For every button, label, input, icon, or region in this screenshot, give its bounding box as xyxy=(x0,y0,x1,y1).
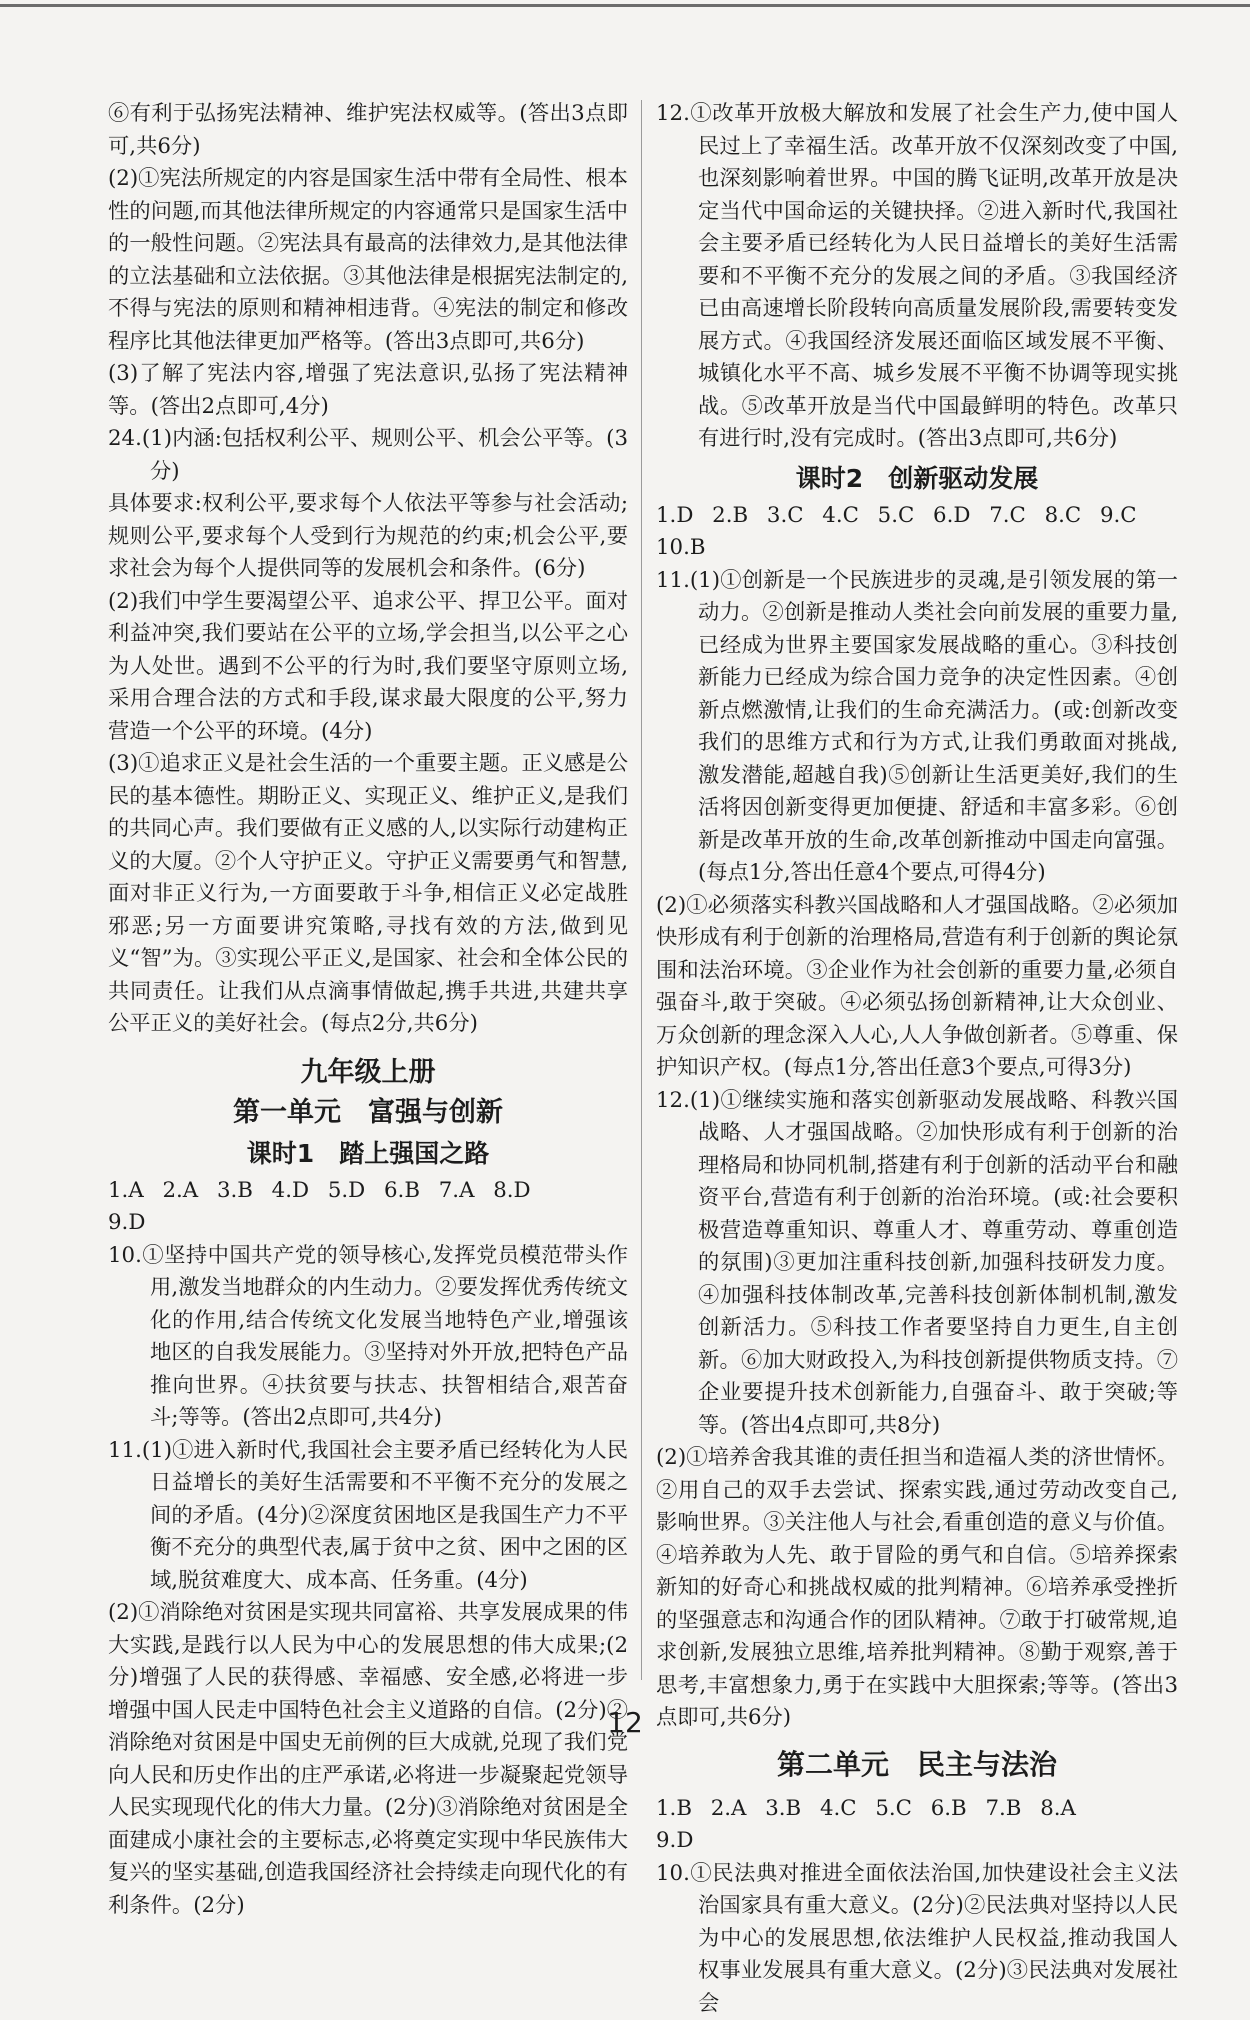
question-answer: 12.①改革开放极大解放和发展了社会生产力,使中国人民过上了幸福生活。改革开放不仅深刻改变了中国,也深刻影响着世界。中国的腾飞证明,改革开放是决定当代中国命运的关键抉择。②进入新时代,我国社会主要矛盾已经转化为人民日益增长的美好生活需要和不平衡不充分的发展之间的矛盾。③我国经济已由高速增长阶段转向高质量发展阶段,需要转变发展方式。④我国经济发展还面临区域发展不平衡、城镇化水平不高、城乡发展不平衡不协调等现实挑战。⑤改革开放是当代中国最鲜明的特色。改革只有进行时,没有完成时。(答出3点即可,共6分) xyxy=(656,98,1178,456)
column-divider xyxy=(641,100,642,1680)
lesson-heading: 课时1 踏上强国之路 xyxy=(108,1137,628,1171)
answer-paragraph: ⑥有利于弘扬宪法精神、维护宪法权威等。(答出3点即可,共6分) xyxy=(108,98,628,163)
lesson-heading: 课时2 创新驱动发展 xyxy=(656,462,1178,496)
multiple-choice-answers: 9.D xyxy=(108,1207,628,1240)
left-column xyxy=(108,98,628,1922)
multiple-choice-answers: 1.D 2.B 3.C 4.C 5.C 6.D 7.C 8.C 9.C xyxy=(656,500,1178,533)
question-answer: 11.(1)①创新是一个民族进步的灵魂,是引领发展的第一动力。②创新是推动人类社会向前发展的重要力量,已经成为世界主要国家发展战略的重心。③科技创新能力已经成为综合国力竞争的决定性因素。④创新点燃激情,让我们的生命充满活力。(或:创新改变我们的思维方式和行为方式,让我们勇敢面对挑战,激发潜能,超越自我)⑤创新让生活更美好,我们的生活将因创新变得更加便捷、舒适和丰富多彩。⑥创新是改革开放的生命,改革创新推动中国走向富强。(每点1分,答出任意4个要点,可得4分) xyxy=(656,565,1178,890)
multiple-choice-answers: 1.A 2.A 3.B 4.D 5.D 6.B 7.A 8.D xyxy=(108,1175,628,1208)
question-answer: 11.(1)①进入新时代,我国社会主要矛盾已经转化为人民日益增长的美好生活需要和不平衡不充分的发展之间的矛盾。(4分)②深度贫困地区是我国生产力不平衡不充分的典型代表,属于贫中之贫、困中之困的区域,脱贫难度大、成本高、任务重。(4分) xyxy=(108,1435,628,1598)
question-answer: 10.①民法典对推进全面依法治国,加快建设社会主义法治国家具有重大意义。(2分)②民法典对坚持以人民为中心的发展思想,依法维护人民权益,推动我国人权事业发展具有重大意义。(2分)③民法典对发展社会 xyxy=(656,1858,1178,2020)
answer-paragraph: (3)了解了宪法内容,增强了宪法意识,弘扬了宪法精神等。(答出2点即可,4分) xyxy=(108,358,628,423)
multiple-choice-answers: 1.B 2.A 3.B 4.C 5.C 6.B 7.B 8.A xyxy=(656,1793,1178,1826)
question-answer: 10.①坚持中国共产党的领导核心,发挥党员模范带头作用,激发当地群众的内生动力。②要发挥优秀传统文化的作用,结合传统文化发展当地特色产业,增强该地区的自我发展能力。③坚持对外开放,把特色产品推向世界。④扶贫要与扶志、扶智相结合,艰苦奋斗;等等。(答出2点即可,共4分) xyxy=(108,1240,628,1435)
unit-heading: 第二单元 民主与法治 xyxy=(656,1745,1178,1785)
question-answer: 12.(1)①继续实施和落实创新驱动发展战略、科教兴国战略、人才强国战略。②加快形成有利于创新的治理格局和协同机制,搭建有利于创新的活动平台和融资平台,营造有利于创新的治治环境。(或:社会要积极营造尊重知识、尊重人才、尊重劳动、尊重创造的氛围)③更加注重科技创新,加强科技研发力度。④加强科技体制改革,完善科技创新体制机制,激发创新活力。⑤科技工作者要坚持自力更生,自主创新。⑥加大财政投入,为科技创新提供物质支持。⑦企业要提升技术创新能力,自强奋斗、敢于突破;等等。(答出4点即可,共8分) xyxy=(656,1085,1178,1443)
answer-paragraph: (3)①追求正义是社会生活的一个重要主题。正义感是公民的基本德性。期盼正义、实现正义、维护正义,是我们的共同心声。我们要做有正义感的人,以实际行动建构正义的大厦。②个人守护正义。守护正义需要勇气和智慧,面对非正义行为,一方面要敢于斗争,相信正义必定战胜邪恶;另一方面要讲究策略,寻找有效的方法,做到见义“智”为。③实现公平正义,是国家、社会和全体公民的共同责任。让我们从点滴事情做起,携手共进,共建共享公平正义的美好社会。(每点2分,共6分) xyxy=(108,748,628,1041)
grade-heading: 九年级上册 xyxy=(108,1055,628,1091)
answer-paragraph: (2)①必须落实科教兴国战略和人才强国战略。②必须加快形成有利于创新的治理格局,营造有利于创新的舆论氛围和法治环境。③企业作为社会创新的重要力量,必须自强奋斗,敢于突破。④必须弘扬创新精神,让大众创业、万众创新的理念深入人心,人人争做创新者。⑤尊重、保护知识产权。(每点1分,答出任意3个要点,可得3分) xyxy=(656,890,1178,1085)
answer-paragraph: (2)①消除绝对贫困是实现共同富裕、共享发展成果的伟大实践,是践行以人民为中心的发展思想的伟大成果;(2分)增强了人民的获得感、幸福感、安全感,必将进一步增强中国人民走中国特色社会主义道路的自信。(2分)②消除绝对贫困是中国史无前例的巨大成就,兑现了我们党向人民和历史作出的庄严承诺,必将进一步凝聚起党领导人民实现现代化的伟大力量。(2分)③消除绝对贫困是全面建成小康社会的主要标志,必将奠定实现中华民族伟大复兴的坚实基础,创造我国经济社会持续走向现代化的有利条件。(2分) xyxy=(108,1597,628,1922)
answer-paragraph: (2)①培养舍我其谁的责任担当和造福人类的济世情怀。②用自己的双手去尝试、探索实践,通过劳动改变自己,影响世界。③关注他人与社会,看重创造的意义与价值。④培养敢为人先、敢于冒险的勇气和自信。⑤培养探索新知的好奇心和挑战权威的批判精神。⑥培养承受挫折的坚强意志和沟通合作的团队精神。⑦敢于打破常规,追求创新,发展独立思维,培养批判精神。⑧勤于观察,善于思考,丰富想象力,勇于在实践中大胆探索;等等。(答出3点即可,共6分) xyxy=(656,1442,1178,1735)
multiple-choice-answers: 10.B xyxy=(656,532,1178,565)
top-border-line xyxy=(0,4,1250,7)
page-number: 12 xyxy=(0,1706,1250,1739)
answer-paragraph: (2)我们中学生要渴望公平、追求公平、捍卫公平。面对利益冲突,我们要站在公平的立场,学会担当,以公平之心为人处世。遇到不公平的行为时,我们要坚守原则立场,采用合理合法的方式和手段,谋求最大限度的公平,努力营造一个公平的环境。(4分) xyxy=(108,586,628,749)
answer-paragraph: (2)①宪法所规定的内容是国家生活中带有全局性、根本性的问题,而其他法律所规定的内容通常只是国家生活中的一般性问题。②宪法具有最高的法律效力,是其他法律的立法基础和立法依据。③其他法律是根据宪法制定的,不得与宪法的原则和精神相违背。④宪法的制定和修改程序比其他法律更加严格等。(答出3点即可,共6分) xyxy=(108,163,628,358)
question-answer: 24.(1)内涵:包括权利公平、规则公平、机会公平等。(3分) xyxy=(108,423,628,488)
answer-paragraph: 具体要求:权利公平,要求每个人依法平等参与社会活动;规则公平,要求每个人受到行为规范的约束;机会公平,要求社会为每个人提供同等的发展机会和条件。(6分) xyxy=(108,488,628,586)
multiple-choice-answers: 9.D xyxy=(656,1825,1178,1858)
unit-heading: 第一单元 富强与创新 xyxy=(108,1095,628,1131)
